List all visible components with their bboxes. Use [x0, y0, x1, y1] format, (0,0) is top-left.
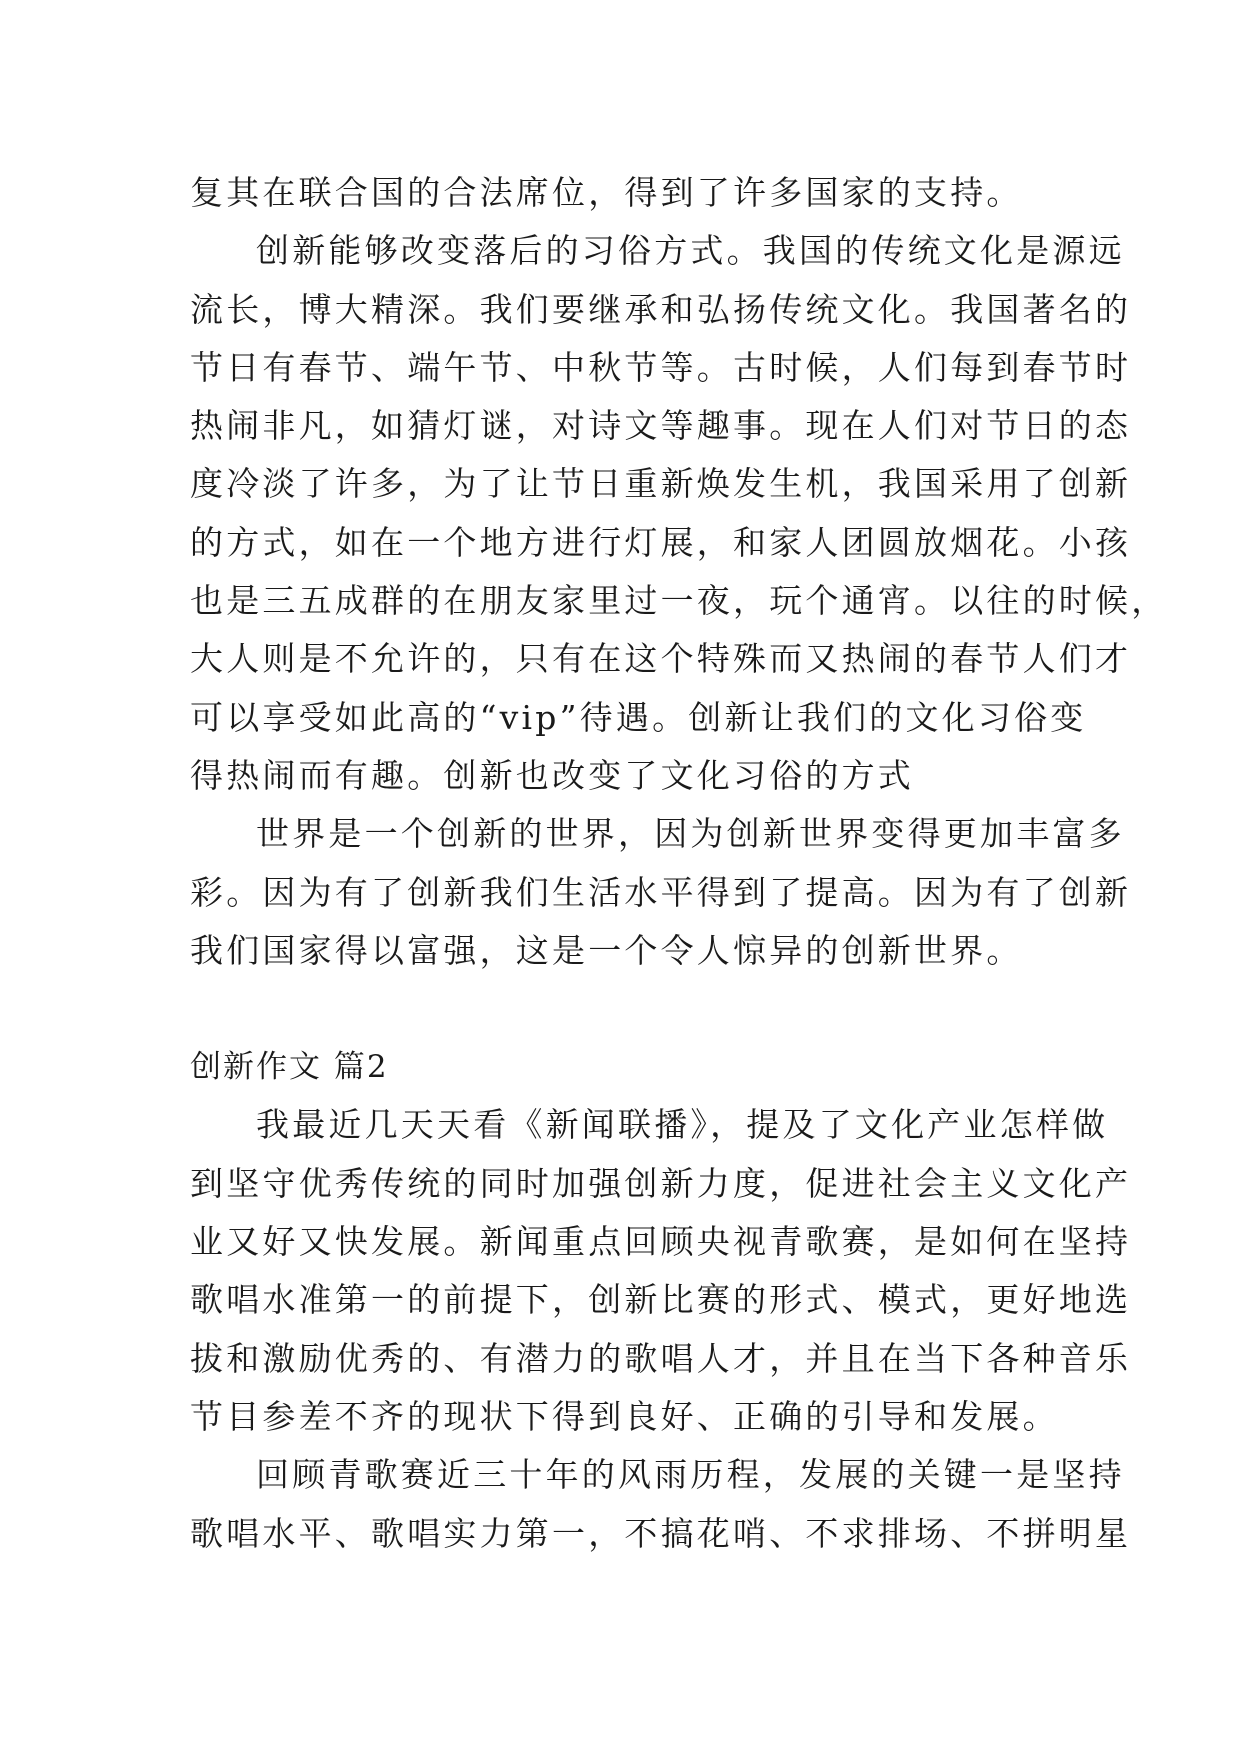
section-heading: 创新作文 篇2: [190, 1049, 389, 1086]
text-line: 节日有春节、端午节、中秋节等。古时候，人们每到春节时: [190, 347, 1132, 387]
text-line: 我最近几天天看《新闻联播》，提及了文化产业怎样做: [256, 1105, 1109, 1145]
paragraph-2: [190, 222, 1168, 805]
text-line: 的方式，如在一个地方进行灯展，和家人团圆放烟花。小孩: [190, 522, 1132, 562]
text-line: 到坚守优秀传统的同时加强创新力度，促进社会主义文化产: [190, 1163, 1132, 1203]
text-line: 回顾青歌赛近三十年的风雨历程，发展的关键一是坚持: [256, 1455, 1125, 1495]
paragraph-3: [190, 805, 1132, 980]
section-gap: [190, 980, 1056, 1038]
text-line: 大人则是不允许的，只有在这个特殊而又热闹的春节人们才: [190, 639, 1132, 679]
document-page: [190, 164, 1168, 1563]
text-line: 节目参差不齐的现状下得到良好、正确的引导和发展。: [190, 1396, 1059, 1436]
text-line: 得热闹而有趣。创新也改变了文化习俗的方式: [190, 755, 914, 795]
paragraph-4: [190, 1096, 1132, 1446]
text-line: 可以享受如此高的“vip”待遇。创新让我们的文化习俗变: [190, 697, 1087, 737]
text-line: 彩。因为有了创新我们生活水平得到了提高。因为有了创新: [190, 872, 1132, 912]
text-line: 世界是一个创新的世界，因为创新世界变得更加丰富多: [256, 814, 1125, 854]
text-line: 创新能够改变落后的习俗方式。我国的传统文化是源远: [256, 231, 1125, 271]
paragraph-1: [190, 164, 1056, 222]
text-line: 业又好又快发展。新闻重点回顾央视青歌赛，是如何在坚持: [190, 1222, 1132, 1262]
text-line: 度冷淡了许多，为了让节日重新焕发生机，我国采用了创新: [190, 464, 1132, 504]
text-line: 流长，博大精深。我们要继承和弘扬传统文化。我国著名的: [190, 289, 1132, 329]
text-line: 歌唱水准第一的前提下，创新比赛的形式、模式，更好地选: [190, 1280, 1132, 1320]
paragraph-5: [190, 1446, 1132, 1563]
text-line: 复其在联合国的合法席位，得到了许多国家的支持。: [190, 173, 1023, 212]
text-line: 热闹非凡，如猜灯谜，对诗文等趣事。现在人们对节日的态: [190, 406, 1132, 446]
text-line: 我们国家得以富强，这是一个令人惊异的创新世界。: [190, 930, 1023, 970]
text-line: 歌唱水平、歌唱实力第一，不搞花哨、不求排场、不拼明星: [190, 1513, 1132, 1553]
text-line: 也是三五成群的在朋友家里过一夜，玩个通宵。以往的时候，: [190, 581, 1168, 621]
text-line: 拔和激励优秀的、有潜力的歌唱人才，并且在当下各种音乐: [190, 1338, 1132, 1378]
